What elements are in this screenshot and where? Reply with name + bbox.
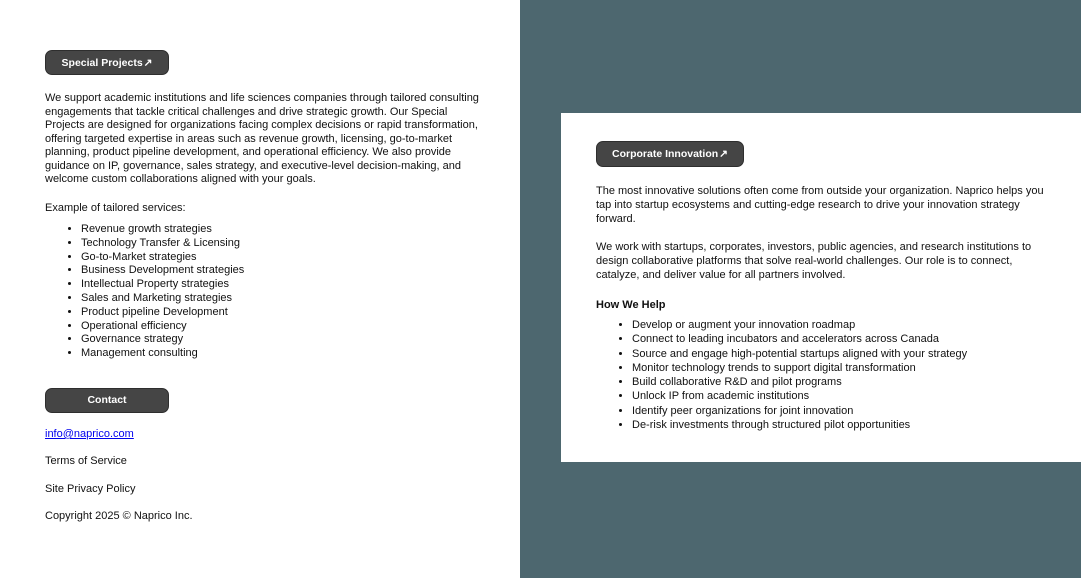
how-we-help-heading: How We Help xyxy=(596,298,666,311)
email-link[interactable]: info@naprico.com xyxy=(45,427,134,440)
privacy-policy-link[interactable]: Site Privacy Policy xyxy=(45,482,136,495)
service-item: • Go-to-Market strategies xyxy=(81,251,483,265)
innovation-paragraph-1: The most innovative solutions often come from outside your organization. Naprico helps you tap into startup ecosystems and cutting-edge research to drive your innovation strategy forward. xyxy=(596,185,1044,225)
service-item: • Business Development strategies xyxy=(81,264,483,278)
help-item: • Monitor technology trends to support digital transformation xyxy=(632,361,1051,375)
corporate-innovation-card xyxy=(561,113,1081,462)
external-link-icon: ↗ xyxy=(143,56,153,69)
external-link-icon: ↗ xyxy=(719,148,728,160)
service-item: • Intellectual Property strategies xyxy=(81,278,483,292)
terms-of-service-link[interactable]: Terms of Service xyxy=(45,455,127,468)
how-we-help-list xyxy=(596,318,1051,432)
services-list xyxy=(45,223,483,361)
service-item: • Sales and Marketing strategies xyxy=(81,292,483,306)
special-projects-section xyxy=(45,50,483,524)
service-item: • Governance strategy xyxy=(81,333,483,347)
help-item: • De-risk investments through structured pilot opportunities xyxy=(632,418,1051,432)
contact-button[interactable] xyxy=(45,388,169,413)
corporate-innovation-button[interactable] xyxy=(596,141,744,167)
service-item: • Operational efficiency xyxy=(81,320,483,334)
special-projects-button-label: Special Projects xyxy=(61,56,143,69)
help-item: • Identify peer organizations for joint innovation xyxy=(632,404,1051,418)
innovation-paragraph-2: We work with startups, corporates, investors, public agencies, and research institutions to design collaborative platforms that solve real-world challenges. Our role is to connect, catalyze, and deliver value for all partners involved. xyxy=(596,241,1032,281)
help-item: • Source and engage high-potential startups aligned with your strategy xyxy=(632,347,1051,361)
help-item: • Unlock IP from academic institutions xyxy=(632,389,1051,403)
service-item: • Revenue growth strategies xyxy=(81,223,483,237)
help-item: • Connect to leading incubators and accelerators across Canada xyxy=(632,332,1051,346)
service-item: • Management consulting xyxy=(81,347,483,361)
special-projects-button[interactable] xyxy=(45,50,169,75)
intro-paragraph: We support academic institutions and life sciences companies through tailored consulting engagements that tackle critical challenges and drive strategic growth. Our Special Projects are designed for organizations facing complex decisions or rapid transformation, offering targeted expertise in areas such as revenue growth, licensing, go-to-market planning, product pipeline development, and operational efficiency. We also provide guidance on IP, governance, sales strategy, and executive-level decision-making, and welcome custom collaborations aligned with your goals. xyxy=(45,92,479,185)
services-heading: Example of tailored services: xyxy=(45,201,186,214)
copyright-text: Copyright 2025 © Naprico Inc. xyxy=(45,510,193,523)
service-item: • Technology Transfer & Licensing xyxy=(81,237,483,251)
help-item: • Build collaborative R&D and pilot programs xyxy=(632,375,1051,389)
corporate-innovation-button-label: Corporate Innovation xyxy=(612,148,719,160)
service-item: • Product pipeline Development xyxy=(81,306,483,320)
help-item: • Develop or augment your innovation roadmap xyxy=(632,318,1051,332)
contact-button-label: Contact xyxy=(87,394,127,407)
